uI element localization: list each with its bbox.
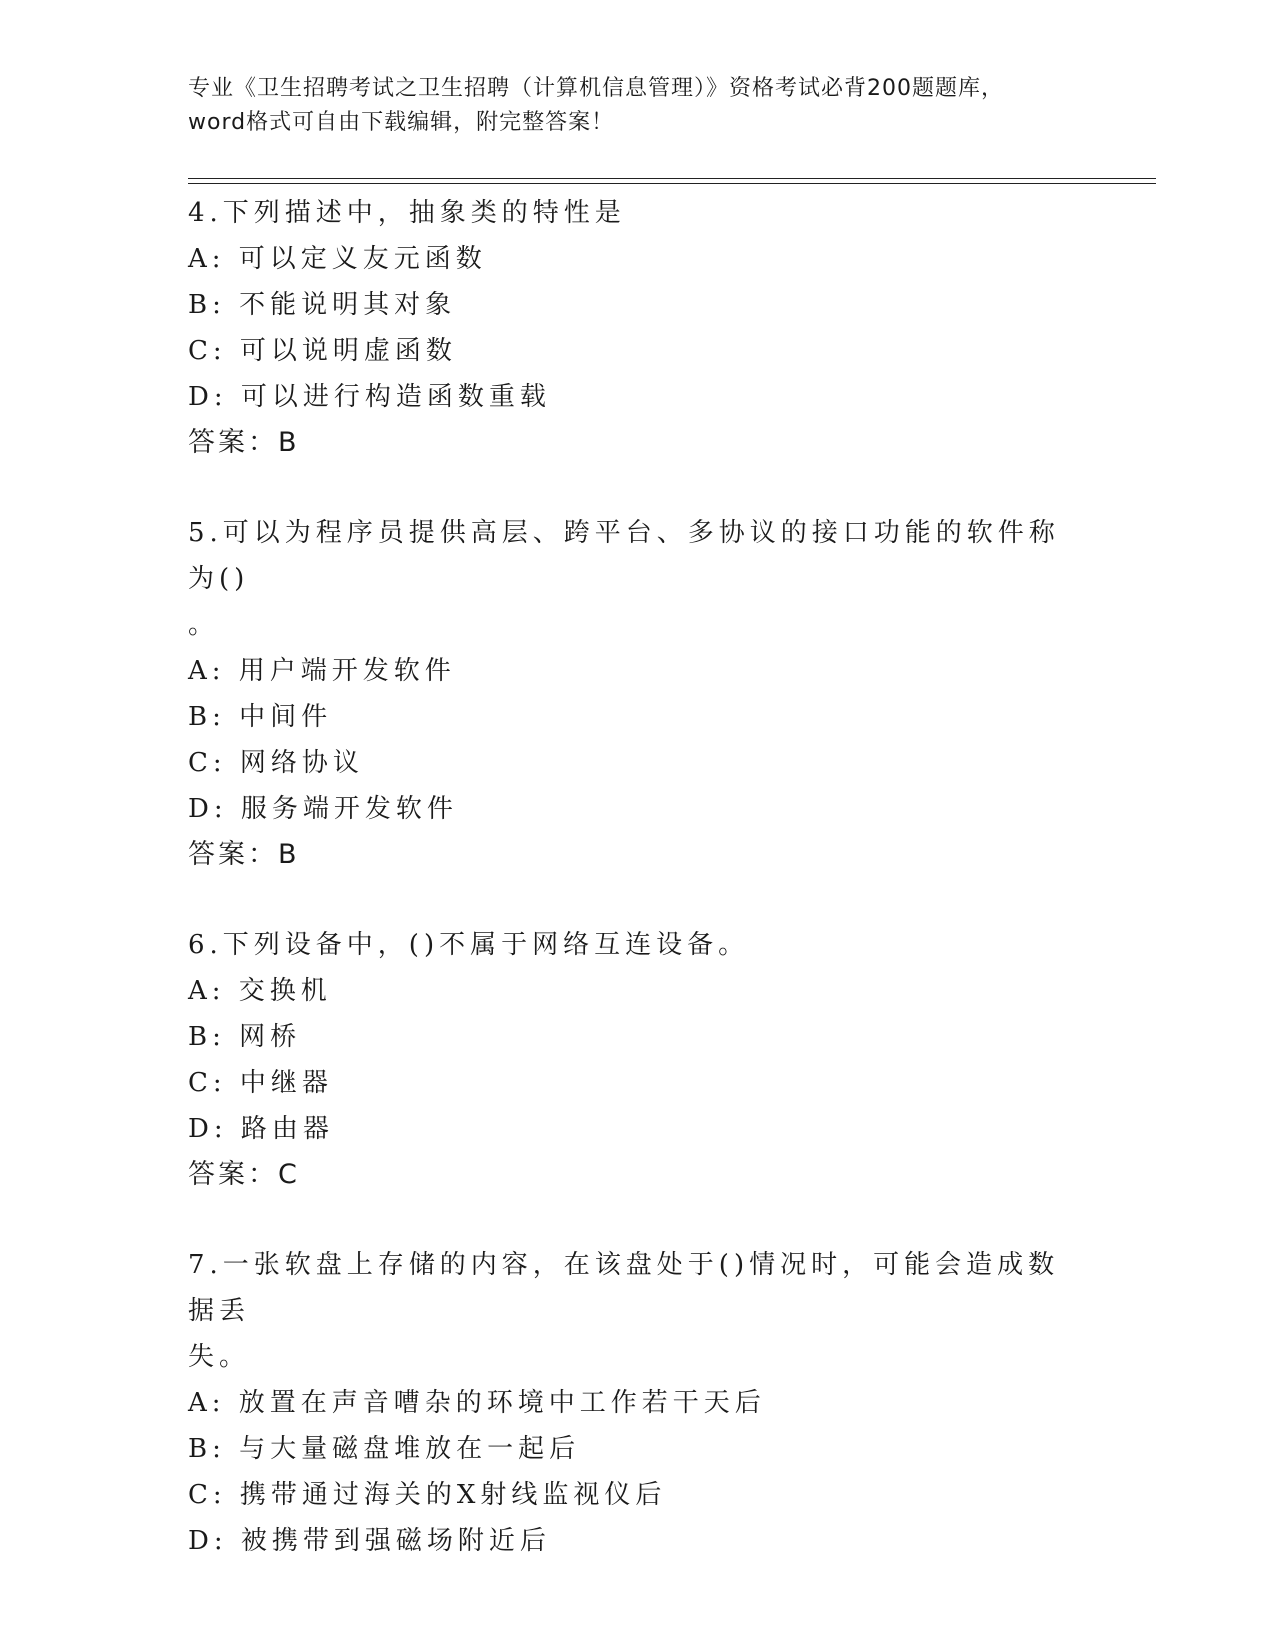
option-c: C: 携带通过海关的X射线监视仪后 [188, 1480, 667, 1510]
question-6 [188, 922, 1088, 1198]
option-c: C: 可以说明虚函数 [188, 336, 457, 366]
question-5 [188, 510, 1088, 878]
option-c: C: 网络协议 [188, 748, 364, 778]
question-stem: 5.可以为程序员提供高层、跨平台、多协议的接口功能的软件称为() [188, 518, 1060, 594]
option-d: D: 被携带到强磁场附近后 [188, 1526, 551, 1556]
question-stem-continuation: 。 [188, 610, 220, 640]
question-stem: 7.一张软盘上存储的内容，在该盘处于()情况时，可能会造成数据丢 [188, 1250, 1060, 1326]
option-b: B: 网桥 [188, 1022, 302, 1052]
header-divider-bottom [188, 183, 1156, 184]
question-7 [188, 1242, 1088, 1564]
option-d: D: 路由器 [188, 1114, 334, 1144]
option-c: C: 中继器 [188, 1068, 333, 1098]
answer-label: 答案：B [188, 427, 300, 458]
option-a: A: 可以定义友元函数 [188, 244, 487, 274]
header-line-1: 专业《卫生招聘考试之卫生招聘（计算机信息管理）》资格考试必背200题题库， [188, 76, 1004, 101]
option-a: A: 交换机 [188, 976, 332, 1006]
question-4 [188, 190, 1088, 466]
option-a: A: 放置在声音嘈杂的环境中工作若干天后 [188, 1388, 766, 1418]
option-a: A: 用户端开发软件 [188, 656, 456, 686]
document-header [188, 72, 1088, 140]
option-d: D: 可以进行构造函数重载 [188, 382, 551, 412]
option-b: B: 中间件 [188, 702, 333, 732]
option-d: D: 服务端开发软件 [188, 794, 458, 824]
question-stem: 4.下列描述中，抽象类的特性是 [188, 198, 626, 228]
question-stem: 6.下列设备中，()不属于网络互连设备。 [188, 930, 750, 960]
header-line-2: word格式可自由下载编辑，附完整答案！ [188, 110, 615, 135]
option-b: B: 不能说明其对象 [188, 290, 457, 320]
question-list [188, 190, 1088, 1608]
answer-label: 答案：C [188, 1159, 300, 1190]
option-b: B: 与大量磁盘堆放在一起后 [188, 1434, 581, 1464]
header-divider-top [188, 178, 1156, 179]
answer-label: 答案：B [188, 839, 300, 870]
question-stem-continuation: 失。 [188, 1342, 251, 1372]
